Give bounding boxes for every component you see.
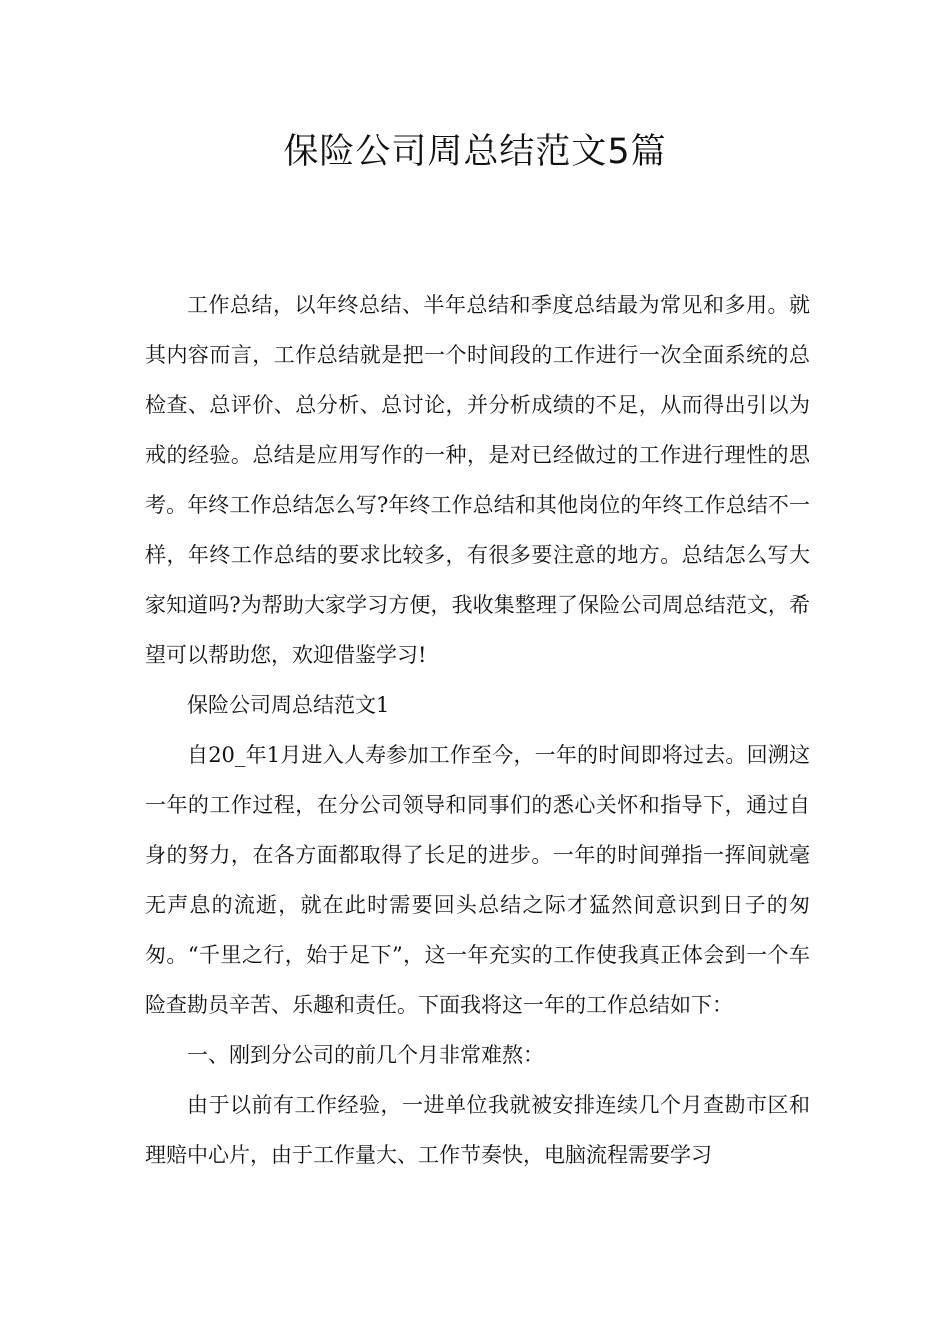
sample-1-paragraph: 自20_年1月进入人寿参加工作至今，一年的时间即将过去。回溯这一年的工作过程，在分公司领导和同事们的悉心关怀和指导下，通过自身的努力，在各方面都取得了长足的进步。一年的时间弹指一挥间就毫无声息的流逝，就在此时需要回头总结之际才猛然间意识到日子的匆匆。“千里之行，始于足下”，这一年充实的工作使我真正体会到一个车险查勘员辛苦、乐趣和责任。下面我将这一年的工作总结如下： — [145, 743, 810, 1017]
document-body — [145, 280, 810, 1180]
subsection-heading-1: 一、刚到分公司的前几个月非常难熬： — [187, 1043, 544, 1067]
subsection-1-paragraph: 由于以前有工作经验，一进单位我就被安排连续几个月查勘市区和理赔中心片，由于工作量大、工作节奏快，电脑流程需要学习 — [145, 1093, 810, 1167]
document-title: 保险公司周总结范文5篇 — [283, 132, 667, 172]
intro-paragraph: 工作总结，以年终总结、半年总结和季度总结最为常见和多用。就其内容而言，工作总结就是把一个时间段的工作进行一次全面系统的总检查、总评价、总分析、总讨论，并分析成绩的不足，从而得出引以为戒的经验。总结是应用写作的一种，是对已经做过的工作进行理性的思考。年终工作总结怎么写?年终工作总结和其他岗位的年终工作总结不一样，年终工作总结的要求比较多，有很多要注意的地方。总结怎么写大家知道吗?为帮助大家学习方便，我收集整理了保险公司周总结范文，希望可以帮助您，欢迎借鉴学习! — [145, 293, 810, 667]
section-heading-sample-1: 保险公司周总结范文1 — [187, 693, 390, 717]
